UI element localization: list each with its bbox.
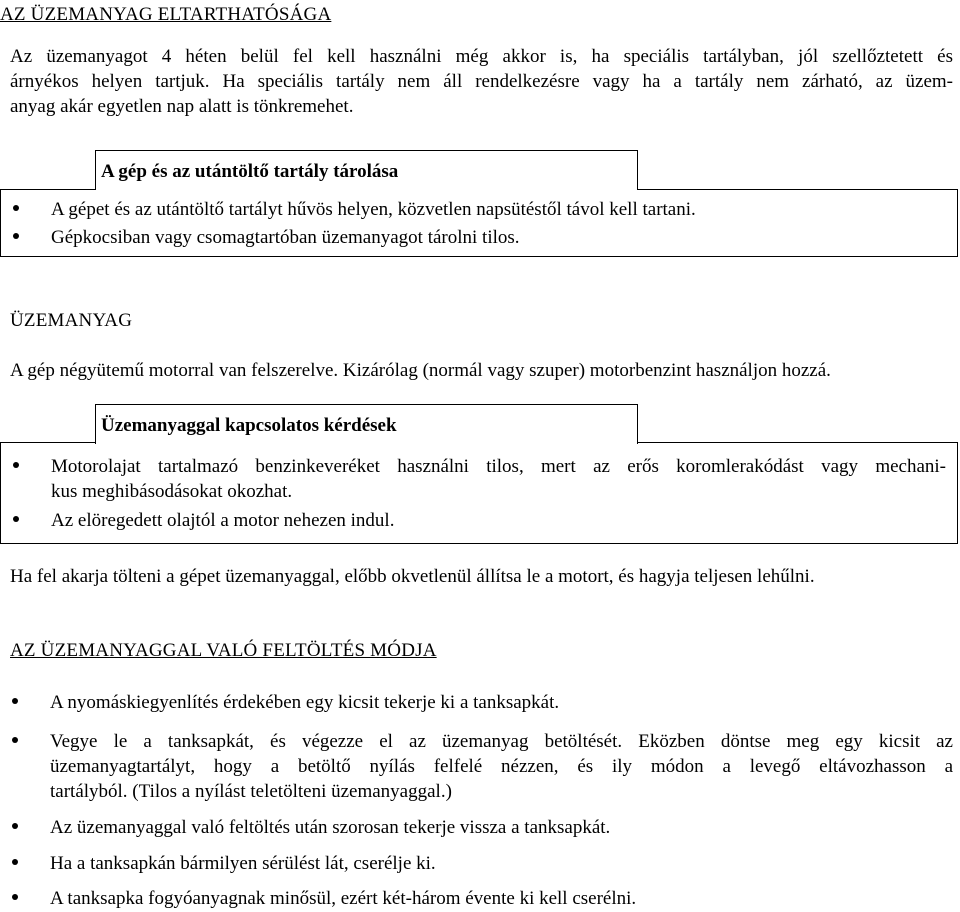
- heading-fuel-storage: AZ ÜZEMANYAG ELTARTHATÓSÁGA: [0, 4, 332, 25]
- list-item: A nyomáskiegyenlítés érdekében egy kicsit tekerje ki a tanksapkát.: [50, 690, 953, 715]
- storage-box: [0, 189, 958, 257]
- list-item: Az üzemanyaggal való feltöltés után szorosan tekerje vissza a tanksapkát.: [50, 815, 953, 840]
- list-item: Vegye le a tanksapkát, és végezze el az üzemanyag betöltését. Eközben döntse meg egy kicsit az üzemanyagtartályt, hogy a betöltő nyílás felfelé nézzen, és ily módon a levegő eltávozhasson a tartályból. (Tilos a nyílást teletölteni üzemanyaggal.): [50, 729, 953, 804]
- heading-refuel-method: AZ ÜZEMANYAGGAL VALÓ FELTÖLTÉS MÓDJA: [10, 640, 437, 661]
- bullet-icon: [12, 698, 18, 704]
- paragraph-line: árnyékos helyen tartjuk. Ha speciális tartály nem áll rendelkezésre vagy ha a tartály nem zárható, az üzem-: [10, 71, 953, 92]
- fuel-questions-box-title: Üzemanyaggal kapcsolatos kérdések: [95, 404, 638, 444]
- bullet-icon: [13, 233, 19, 239]
- bullet-icon: [12, 894, 18, 900]
- bullet-icon: [13, 205, 19, 211]
- list-item: Az elöregedett olajtól a motor nehezen indul.: [51, 508, 946, 533]
- paragraph-line: anyag akár egyetlen nap alatt is tönkremehet.: [10, 96, 354, 117]
- list-item: Motorolajat tartalmazó benzinkeveréket használni tilos, mert az erős koromlerakódást vagy mechani- kus meghibásodásokat okozhat.: [51, 454, 946, 504]
- list-item: Ha a tanksapkán bármilyen sérülést lát, cserélje ki.: [50, 851, 953, 876]
- fuel-questions-box: [0, 442, 958, 544]
- bullet-icon: [12, 737, 18, 743]
- paragraph: Ha fel akarja tölteni a gépet üzemanyaggal, előbb okvetlenül állítsa le a motort, és hagyja teljesen lehűlni.: [10, 566, 815, 587]
- list-item: A gépet és az utántöltő tartályt hűvös helyen, közvetlen napsütéstől távol kell tartani.: [51, 197, 946, 222]
- bullet-icon: [12, 859, 18, 865]
- storage-box-title: A gép és az utántöltő tartály tárolása: [95, 150, 638, 190]
- bullet-icon: [13, 462, 19, 468]
- bullet-icon: [13, 516, 19, 522]
- paragraph: A gép négyütemű motorral van felszerelve. Kizárólag (normál vagy szuper) motorbenzint használjon hozzá.: [10, 360, 831, 381]
- paragraph-line: Az üzemanyagot 4 héten belül fel kell használni még akkor is, ha speciális tartályban, jól szellőztetett és: [10, 46, 953, 67]
- list-item: A tanksapka fogyóanyagnak minősül, ezért két-három évente ki kell cserélni.: [50, 886, 953, 911]
- bullet-icon: [12, 823, 18, 829]
- list-item: Gépkocsiban vagy csomagtartóban üzemanyagot tárolni tilos.: [51, 225, 946, 250]
- heading-fuel: ÜZEMANYAG: [10, 310, 133, 331]
